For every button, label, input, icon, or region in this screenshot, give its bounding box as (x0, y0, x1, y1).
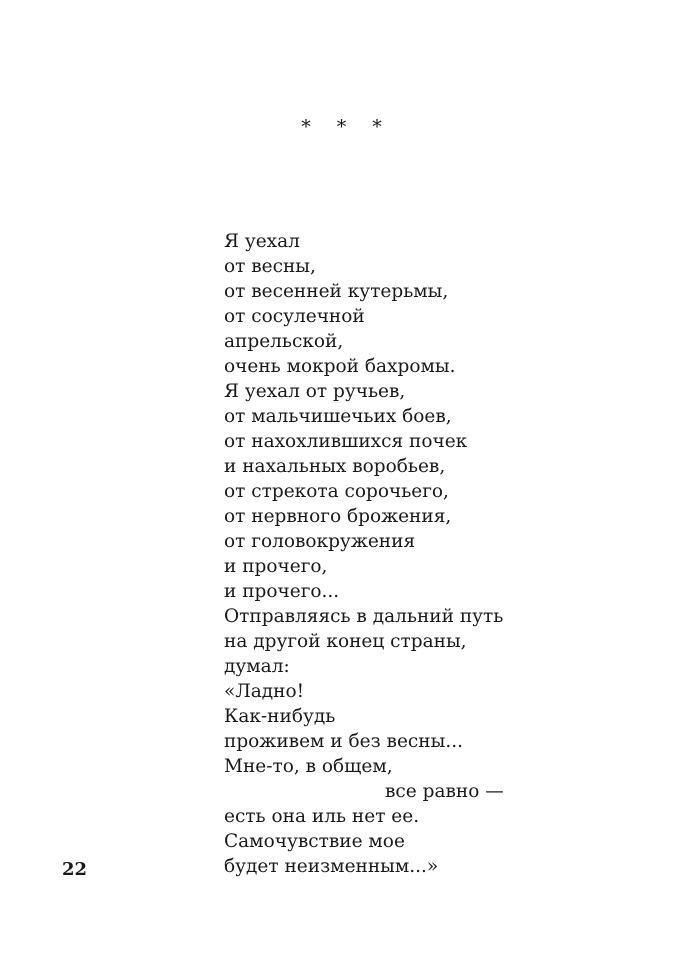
poem-text (224, 229, 644, 879)
poem-line: от сосулечной (224, 306, 365, 327)
poem-line: от нахохлившихся почек (224, 431, 468, 452)
poem-line: будет неизменным...» (224, 856, 439, 877)
poem-line: очень мокрой бахромы. (224, 356, 456, 377)
poem-line: думал: (224, 656, 290, 677)
poem-line: Самочувствие мое (224, 831, 405, 852)
page-number: 22 (62, 859, 88, 880)
poem-line: и прочего... (224, 581, 340, 602)
poem-line: от весны, (224, 256, 316, 277)
poem-line: от нервного брожения, (224, 506, 452, 527)
poem-line: от стрекота сорочьего, (224, 481, 449, 502)
poem-line: и прочего, (224, 556, 328, 577)
poem-line: на другой конец страны, (224, 631, 467, 652)
poem-line: «Ладно! (224, 681, 305, 702)
poem-line-indented: все равно — (385, 781, 504, 802)
poem-line: Мне-то, в общем, (224, 756, 393, 777)
poem-line: Я уехал (224, 231, 300, 252)
poem-line: апрельской, (224, 331, 344, 352)
poem-line: Отправляясь в дальний путь (224, 606, 504, 627)
poem-line: Я уехал от ручьев, (224, 381, 406, 402)
poem-line: от весенней кутерьмы, (224, 281, 449, 302)
poem-line: от мальчишечьих боев, (224, 406, 452, 427)
poem-line: Как-нибудь (224, 706, 336, 727)
poem-line: проживем и без весны... (224, 731, 463, 752)
poem-line: и нахальных воробьев, (224, 456, 446, 477)
section-ornament: * * * (301, 116, 392, 138)
poem-line: есть она иль нет ее. (224, 806, 420, 827)
poem-line: от головокружения (224, 531, 416, 552)
